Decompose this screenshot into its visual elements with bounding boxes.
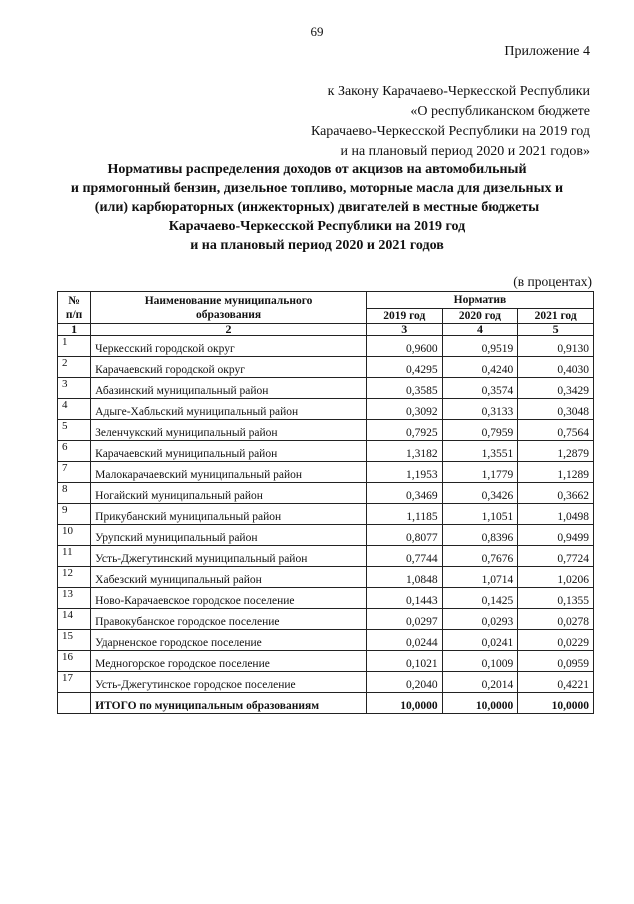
value-2020: 1,1051 [442,504,518,525]
page-number: 69 [310,24,324,39]
value-2020: 0,0293 [442,609,518,630]
document-title [40,160,594,255]
value-2021: 0,0229 [518,630,594,651]
table-row [58,462,594,483]
title-line: и прямогонный бензин, дизельное топливо, моторные масла для дизельных и [70,181,564,196]
table-row [58,399,594,420]
header-num [58,292,91,324]
value-2019: 1,1953 [366,462,442,483]
value-2019: 0,0297 [366,609,442,630]
table-row [58,567,594,588]
normatives-table [57,291,594,714]
row-number: 15 [58,630,91,651]
table-row [58,336,594,357]
value-2019: 1,3182 [366,441,442,462]
table-row [58,609,594,630]
title-line: (или) карбюраторных (инжекторных) двигателей в местные бюджеты [94,200,540,215]
table-row [58,525,594,546]
law-reference-line: Карачаево-Черкесской Республики на 2019 год [310,124,590,139]
value-2021: 1,0498 [518,504,594,525]
value-2019: 0,3092 [366,399,442,420]
column-number: 2 [91,324,367,336]
value-2020: 0,1425 [442,588,518,609]
row-number: 14 [58,609,91,630]
row-number: 13 [58,588,91,609]
value-2021: 0,3048 [518,399,594,420]
municipality-name: Черкесский городской округ [91,336,367,357]
header-year-2021: 2021 год [518,309,594,324]
municipality-name: Ударненское городское поселение [91,630,367,651]
value-2021: 0,9130 [518,336,594,357]
value-2021: 0,4221 [518,672,594,693]
value-2019: 1,1185 [366,504,442,525]
municipality-name: Карачаевский городской округ [91,357,367,378]
municipality-name: Хабезский муниципальный район [91,567,367,588]
row-number: 16 [58,651,91,672]
value-2019: 0,3469 [366,483,442,504]
appendix-label: Приложение 4 [504,44,590,59]
value-2019: 0,4295 [366,357,442,378]
value-2020: 0,1009 [442,651,518,672]
table-row [58,441,594,462]
value-2021: 0,9499 [518,525,594,546]
value-2021: 0,1355 [518,588,594,609]
municipality-name: Адыге-Хабльский муниципальный район [91,399,367,420]
municipality-name: Правокубанское городское поселение [91,609,367,630]
header-name [91,292,367,324]
value-2020: 0,3426 [442,483,518,504]
municipality-name: Урупский муниципальный район [91,525,367,546]
row-number: 2 [58,357,91,378]
row-number: 5 [58,420,91,441]
header-name-line: образования [196,308,262,321]
table-row [58,483,594,504]
column-number: 4 [442,324,518,336]
title-line: Карачаево-Черкесской Республики на 2019 год [168,219,466,234]
municipality-name: Усть-Джегутинское городское поселение [91,672,367,693]
table-row [58,651,594,672]
row-number: 3 [58,378,91,399]
value-2021: 0,7564 [518,420,594,441]
value-2020: 0,7959 [442,420,518,441]
value-2019: 1,0848 [366,567,442,588]
table-row [58,357,594,378]
total-label: ИТОГО по муниципальным образованиям [91,693,367,714]
value-2019: 0,7744 [366,546,442,567]
municipality-name: Карачаевский муниципальный район [91,441,367,462]
header-normative: Норматив [366,292,593,309]
value-2021: 1,0206 [518,567,594,588]
municipality-name: Прикубанский муниципальный район [91,504,367,525]
value-2019: 0,0244 [366,630,442,651]
value-2020: 0,3133 [442,399,518,420]
title-line: и на плановый период 2020 и 2021 годов [190,238,444,253]
header-year-2020: 2020 год [442,309,518,324]
value-2020: 1,3551 [442,441,518,462]
units-note: (в процентах) [513,274,592,289]
value-2021: 0,0959 [518,651,594,672]
value-2019: 0,9600 [366,336,442,357]
table-body [58,336,594,714]
value-2019: 0,1021 [366,651,442,672]
value-2020: 0,9519 [442,336,518,357]
value-2020: 0,4240 [442,357,518,378]
municipality-name: Зеленчукский муниципальный район [91,420,367,441]
total-2019: 10,0000 [366,693,442,714]
table-row [58,672,594,693]
municipality-name: Ново-Карачаевское городское поселение [91,588,367,609]
total-num-cell [58,693,91,714]
value-2021: 0,4030 [518,357,594,378]
table-row [58,378,594,399]
value-2020: 0,2014 [442,672,518,693]
total-row [58,693,594,714]
header-name-line: Наименование муниципального [144,294,313,307]
value-2019: 0,8077 [366,525,442,546]
value-2019: 0,1443 [366,588,442,609]
header-num-line: п/п [65,308,83,321]
row-number: 17 [58,672,91,693]
value-2019: 0,7925 [366,420,442,441]
row-number: 11 [58,546,91,567]
municipality-name: Медногорское городское поселение [91,651,367,672]
value-2020: 0,0241 [442,630,518,651]
value-2021: 0,3429 [518,378,594,399]
law-reference-line: «О республиканском бюджете [410,104,590,119]
value-2021: 0,7724 [518,546,594,567]
row-number: 7 [58,462,91,483]
law-reference-line: и на плановый период 2020 и 2021 годов» [340,144,590,159]
table-row [58,504,594,525]
value-2021: 1,1289 [518,462,594,483]
title-line: Нормативы распределения доходов от акцизов на автомобильный [107,162,527,177]
table-row [58,630,594,651]
row-number: 8 [58,483,91,504]
value-2021: 0,3662 [518,483,594,504]
municipality-name: Усть-Джегутинский муниципальный район [91,546,367,567]
total-2021: 10,0000 [518,693,594,714]
column-number: 1 [58,324,91,336]
row-number: 6 [58,441,91,462]
table-row [58,546,594,567]
value-2021: 1,2879 [518,441,594,462]
municipality-name: Малокарачаевский муниципальный район [91,462,367,483]
law-reference-line: к Закону Карачаево-Черкесской Республики [327,84,590,99]
value-2019: 0,2040 [366,672,442,693]
value-2020: 0,3574 [442,378,518,399]
value-2020: 0,8396 [442,525,518,546]
municipality-name: Ногайский муниципальный район [91,483,367,504]
header-num-line: № [68,294,80,307]
value-2020: 1,1779 [442,462,518,483]
value-2020: 0,7676 [442,546,518,567]
row-number: 10 [58,525,91,546]
total-2020: 10,0000 [442,693,518,714]
value-2021: 0,0278 [518,609,594,630]
table-row [58,420,594,441]
value-2019: 0,3585 [366,378,442,399]
row-number: 9 [58,504,91,525]
header-year-2019: 2019 год [366,309,442,324]
municipality-name: Абазинский муниципальный район [91,378,367,399]
table-row [58,588,594,609]
column-number: 5 [518,324,594,336]
law-reference [311,82,590,162]
row-number: 1 [58,336,91,357]
value-2020: 1,0714 [442,567,518,588]
column-number: 3 [366,324,442,336]
row-number: 12 [58,567,91,588]
row-number: 4 [58,399,91,420]
